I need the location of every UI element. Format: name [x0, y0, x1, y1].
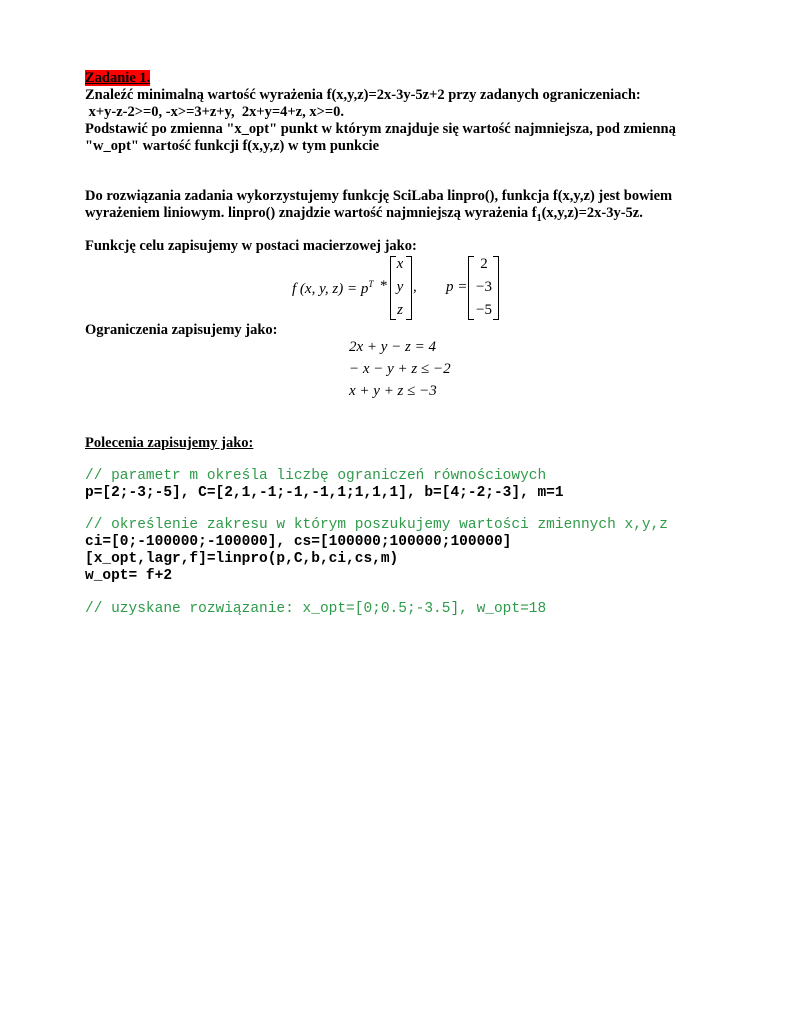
- code-line-2: ci=[0;-100000;-100000], cs=[100000;100000;100000]: [85, 534, 512, 550]
- task-title: [85, 70, 150, 87]
- objective-comma: ,: [413, 279, 417, 295]
- code-line-4: w_opt= f+2: [85, 568, 173, 584]
- p-value-2: −3: [476, 279, 492, 295]
- code-comment-1: // parametr m określa liczbę ograniczeń równościowych: [85, 468, 547, 484]
- vector-y: y: [396, 279, 404, 295]
- task-title-text: Zadanie 1.: [85, 70, 151, 86]
- p-value-1: 2: [480, 256, 488, 272]
- objective-lhs-text: f (x, y, z) = p: [292, 281, 369, 297]
- code-line-1: p=[2;-3;-5], C=[2,1,-1;-1,-1,1;1,1,1], b=[4;-2;-3], m=1: [85, 485, 564, 501]
- code-comment-3: // uzyskane rozwiązanie: x_opt=[0;0.5;-3.5], w_opt=18: [85, 601, 547, 617]
- objective-star: *: [380, 278, 388, 294]
- task-line-3: Podstawić po zmienna "x_opt" punkt w którym znajduje się wartość najmniejsza, pod zmienną: [85, 121, 676, 137]
- constraint-3: x + y + z ≤ −3: [349, 383, 437, 399]
- solution-line-2: [85, 205, 643, 227]
- solution-line-2b: (x,y,z)=2x-3y-5z.: [541, 205, 643, 221]
- objective-lhs: [292, 279, 373, 298]
- code-line-3: [x_opt,lagr,f]=linpro(p,C,b,ci,cs,m): [85, 551, 399, 567]
- constraints-heading: Ograniczenia zapisujemy jako:: [85, 322, 278, 338]
- commands-heading: Polecenia zapisujemy jako:: [85, 435, 254, 451]
- vector-x: x: [396, 256, 404, 272]
- constraint-1: 2x + y − z = 4: [349, 339, 437, 355]
- code-comment-2: // określenie zakresu w którym poszukujemy wartości zmiennych x,y,z: [85, 517, 668, 533]
- task-line-2: x+y-z-2>=0, -x>=3+z+y, 2x+y=4+z, x>=0.: [85, 104, 345, 120]
- p-label: p =: [446, 279, 468, 295]
- solution-line-1: Do rozwiązania zadania wykorzystujemy funkcję SciLaba linpro(), funkcja f(x,y,z) jest bowiem: [85, 188, 673, 204]
- p-value-3: −5: [476, 302, 492, 318]
- task-line-1: Znaleźć minimalną wartość wyrażenia f(x,y,z)=2x-3y-5z+2 przy zadanych ograniczeniach:: [85, 87, 641, 103]
- solution-sub: 1: [536, 212, 542, 224]
- objective-heading: Funkcję celu zapisujemy w postaci macierzowej jako:: [85, 238, 417, 254]
- vector-z: z: [397, 302, 403, 318]
- constraint-2: − x − y + z ≤ −2: [349, 361, 451, 377]
- solution-line-2a: wyrażeniem liniowym. linpro() znajdzie wartość najmniejszą wyrażenia f: [85, 205, 537, 221]
- objective-sup: T: [368, 279, 374, 289]
- task-line-4: "w_opt" wartość funkcji f(x,y,z) w tym punkcie: [85, 138, 380, 154]
